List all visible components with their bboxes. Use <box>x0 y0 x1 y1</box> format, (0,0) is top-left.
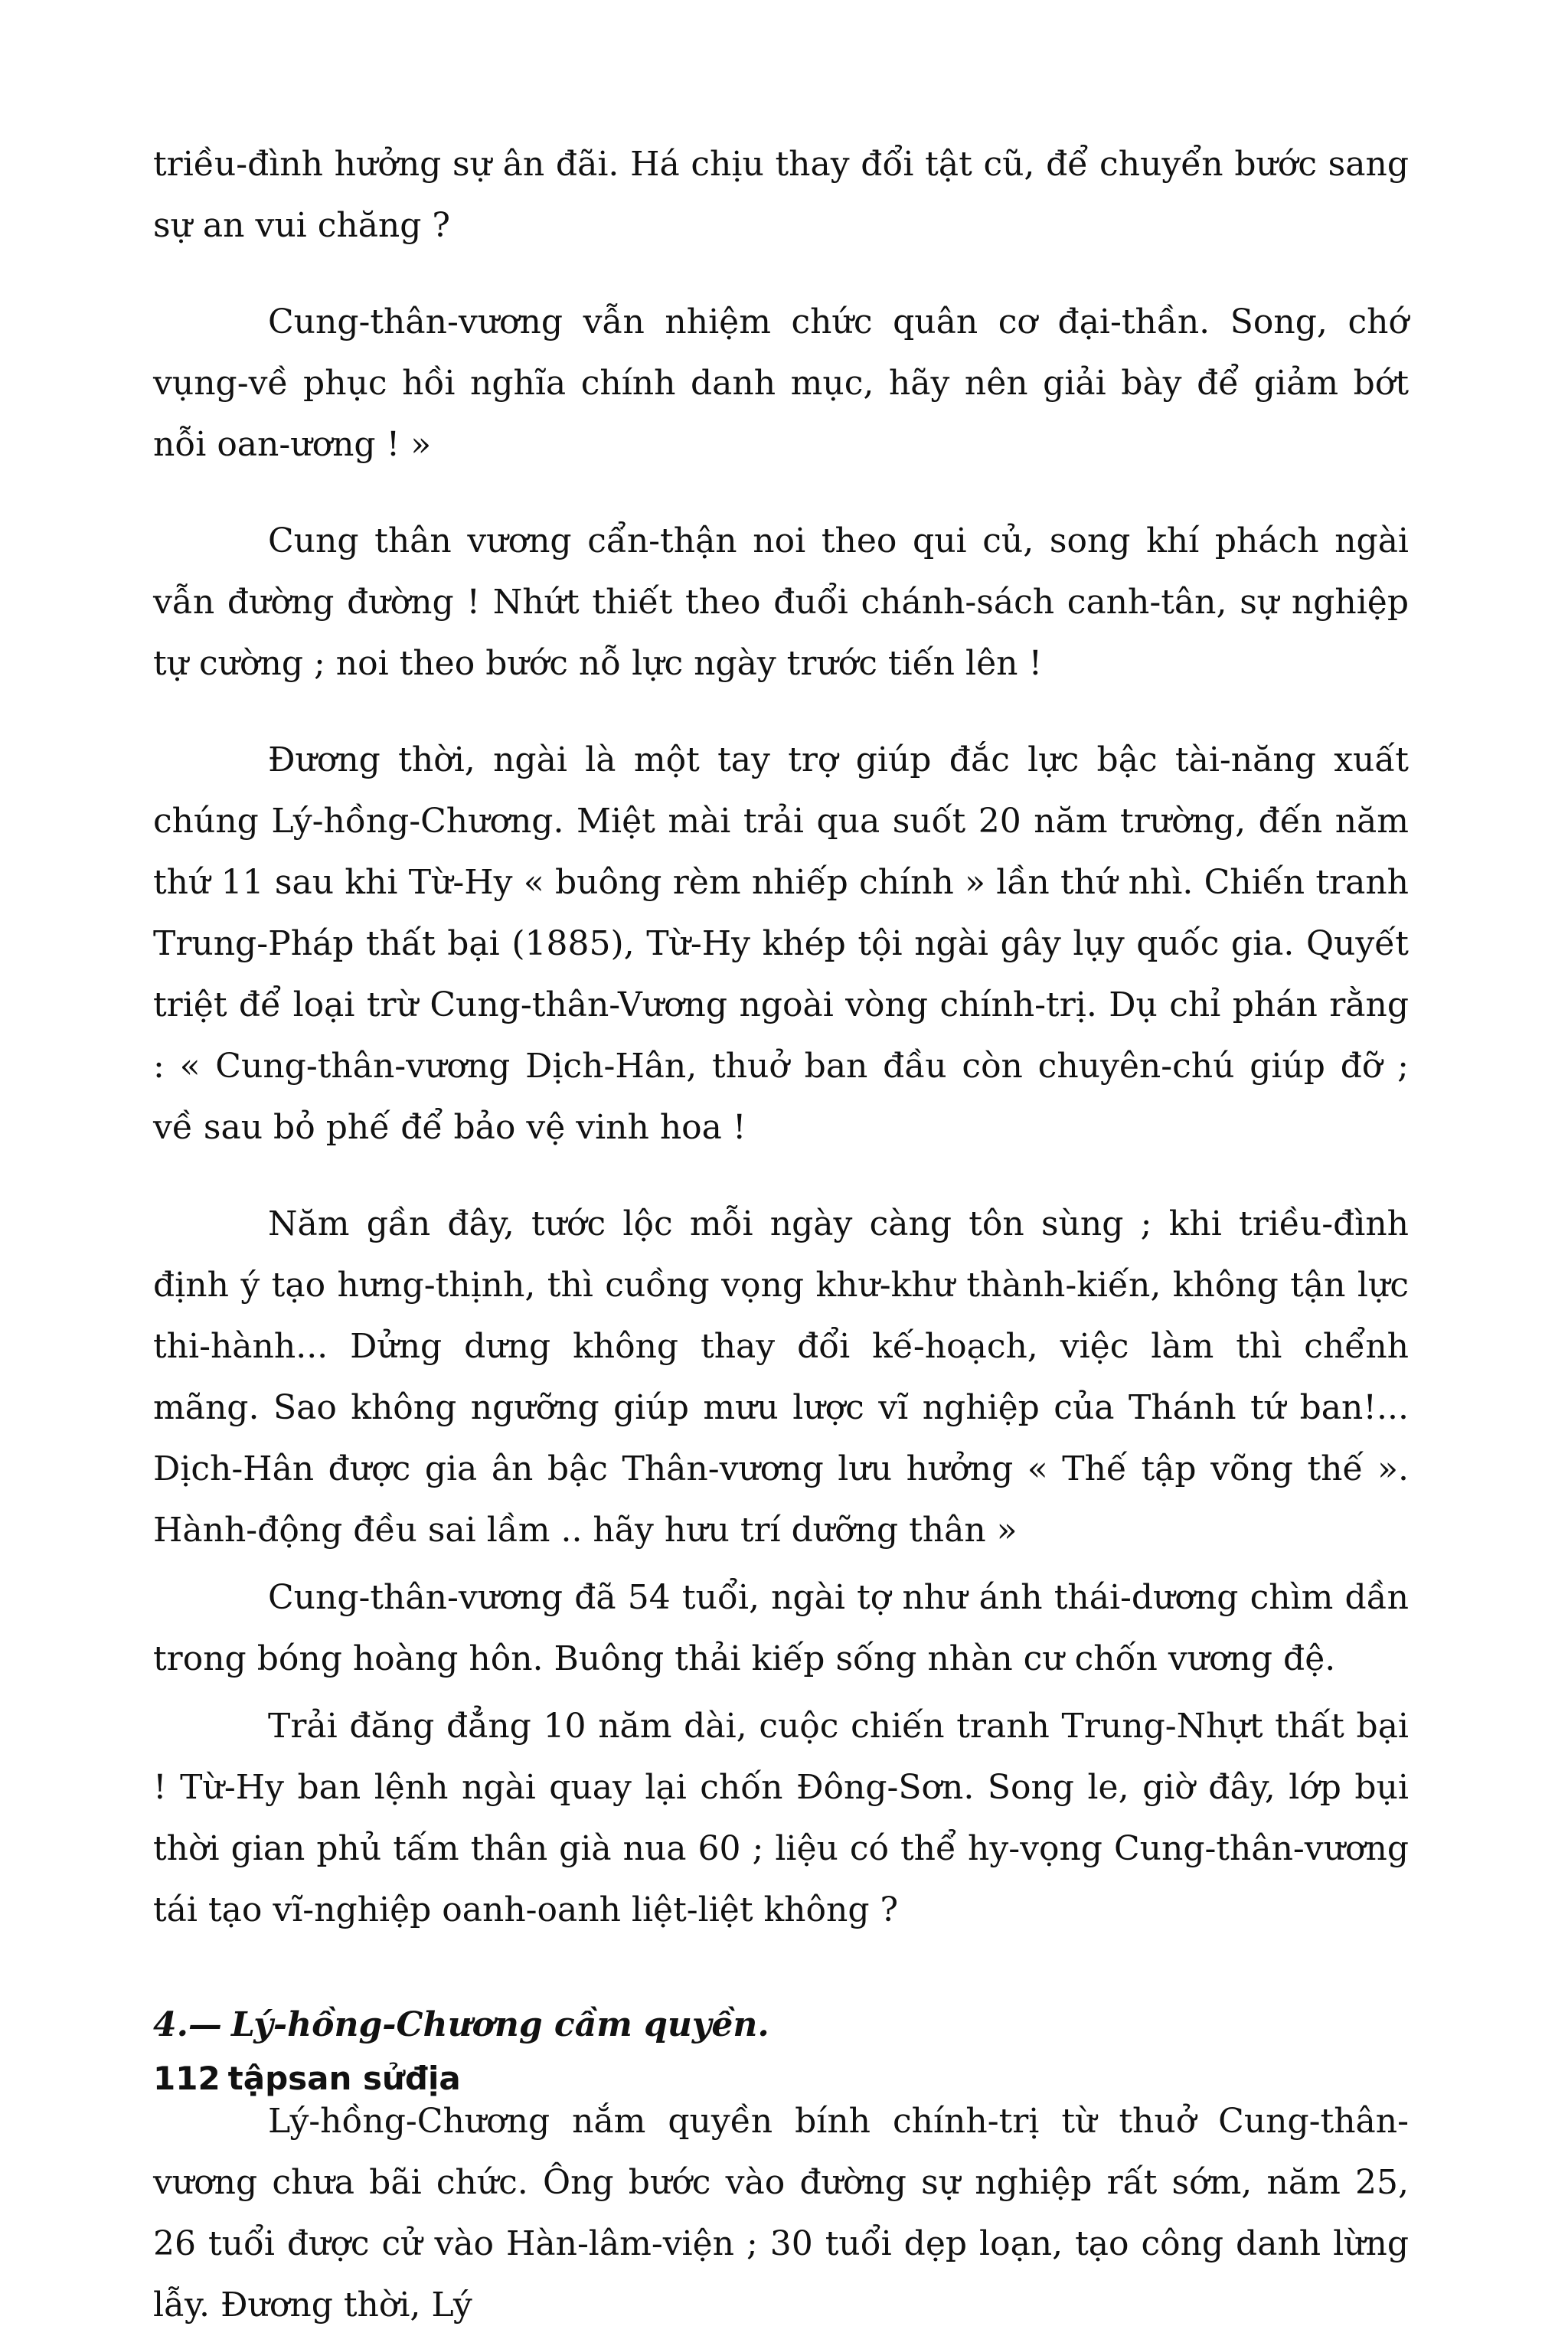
paragraph: Cung thân vương cẩn-thận noi theo qui củ, song khí phách ngài vẫn đường đường ! Nhứt thiết theo đuổi chánh-sách canh-tân, sự nghiệp tự cường ; noi theo bước nỗ lực ngày trước tiến lên ! <box>153 521 1409 683</box>
paragraph: Trải đăng đẳng 10 năm dài, cuộc chiến tranh Trung-Nhựt thất bại ! Từ-Hy ban lệnh ngài quay lại chốn Đông-Sơn. Song le, giờ đây, lớp bụi thời gian phủ tấm thân già nua 60 ; liệu có thể hy-vọng Cung-thân-vương tái tạo vĩ-nghiệp oanh-oanh liệt-liệt không ? <box>153 1707 1409 1929</box>
page-number: 112 <box>153 2060 220 2097</box>
paragraph: Cung-thân-vương vẫn nhiệm chức quân cơ đại-thần. Song, chớ vụng-về phục hồi nghĩa chính danh mục, hãy nên giải bày để giảm bớt nỗi oan-ương ! » <box>153 302 1409 464</box>
paragraph: Đương thời, ngài là một tay trợ giúp đắc lực bậc tài-năng xuất chúng Lý-hồng-Chương. Miệt mài trải qua suốt 20 năm trường, đến năm thứ 11 sau khi Từ-Hy « buông rèm nhiếp chính » lần thứ nhì. Chiến tranh Trung-Pháp thất bại (1885), Từ-Hy khép tội ngài gây lụy quốc gia. Quyết triệt để loại trừ Cung-thân-Vương ngoài vòng chính-trị. Dụ chỉ phán rằng : « Cung-thân-vương Dịch-Hân, thuở ban đầu còn chuyên-chú giúp đỡ ; về sau bỏ phế để bảo vệ vinh hoa ! <box>153 740 1409 1147</box>
page-body <box>153 134 1409 2336</box>
paragraph: Cung-thân-vương đã 54 tuổi, ngài tợ như ánh thái-dương chìm dần trong bóng hoàng hôn. Buông thải kiếp sống nhàn cư chốn vương đệ. <box>153 1578 1409 1678</box>
section-number: 4.— <box>153 2005 222 2044</box>
paragraph: Năm gần đây, tước lộc mỗi ngày càng tôn sùng ; khi triều-đình định ý tạo hưng-thịnh, thì cuồng vọng khư-khư thành-kiến, không tận lực thi-hành... Dửng dưng không thay đổi kế-hoạch, việc làm thì chểnh mãng. Sao không ngưỡng giúp mưu lược vĩ nghiệp của Thánh tứ ban!... Dịch-Hân được gia ân bậc Thân-vương lưu hưởng « Thế tập võng thế ». Hành-động đều sai lầm .. hãy hưu trí dưỡng thân » <box>153 1204 1409 1550</box>
page-footer <box>153 2056 461 2102</box>
paragraph: Lý-hồng-Chương nắm quyền bính chính-trị từ thuở Cung-thân-vương chưa bãi chức. Ông bước vào đường sự nghiệp rất sớm, năm 25, 26 tuổi được cử vào Hàn-lâm-viện ; 30 tuổi dẹp loạn, tạo công danh lừng lẫy. Đương thời, Lý <box>153 2102 1409 2325</box>
paragraph-continuation: triều-đình hưởng sự ân đãi. Há chịu thay đổi tật cũ, để chuyển bước sang sự an vui chăng ? <box>153 145 1409 245</box>
section-title: Lý-hồng-Chương cầm quyền. <box>230 2005 769 2044</box>
publication-name: tậpsan sửđịa <box>227 2060 461 2097</box>
section-heading <box>153 1995 1409 2056</box>
